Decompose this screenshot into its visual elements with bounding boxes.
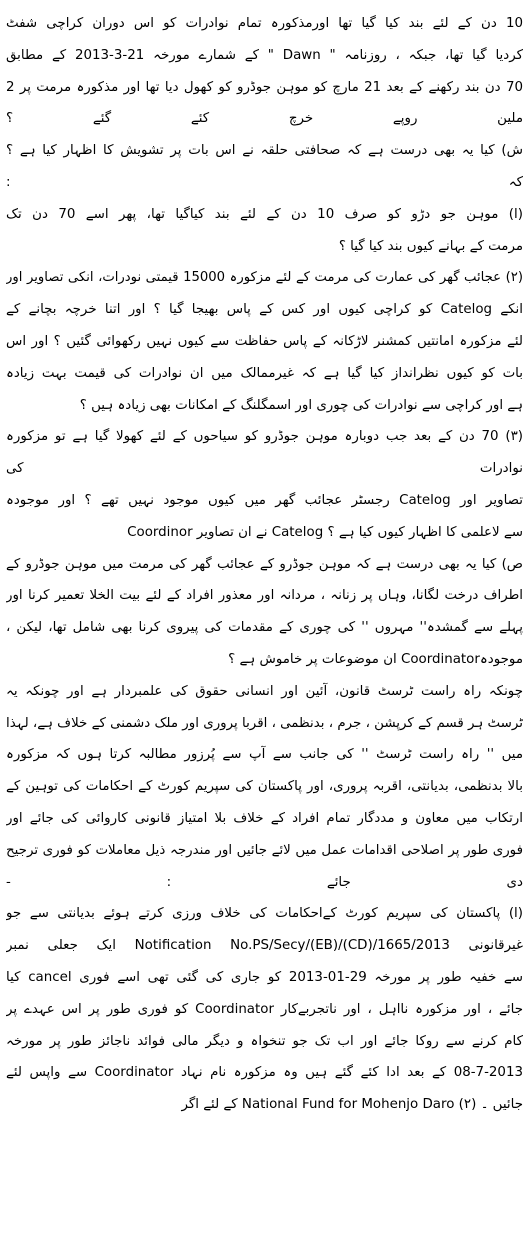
question-line: اطراف درخت لگانا، وہاں پر زنانہ ، مردانہ اور معذور افراد کے لئے بیت الخلا تعمیر کرنا اور: [6, 588, 523, 604]
demand-line: ٹرسٹ ہر قسم کے کرپشن ، جرم ، بدنظمی ، اقربا پروری اور ملک دشمنی کے خلاف ہے، لہذا: [6, 715, 523, 731]
demand-line: ارتکاب میں معاون و مددگار تمام افراد کے خلاف بلا امتیاز قانونی کاروائی کی جائے اور: [6, 810, 523, 826]
question-line: مرمت کے بہانے کیوں بند کیا گیا ؟: [338, 238, 523, 254]
question-line: ش) کیا یہ بھی درست ہے کہ صحافتی حلقہ نے اس بات پر تشویش کا اظہار کیا ہے ؟: [6, 143, 523, 159]
question-line: لئے مزکورہ امانتیں کمشنر لاڑکانہ کے پاس حفاظت سے کیوں نہیں رکھوائی گئیں ؟ اور اس: [6, 333, 523, 349]
question-line: (۳) 70 دن کے بعد جب دوبارہ موہن جوڈرو کو سیاحوں کے لئے کھولا گیا ہے تو مزکورہ: [6, 429, 523, 445]
demand-line: میں '' راہ راست ٹرسٹ '' کی جانب سے آپ سے پُرزور مطالبہ کرتا ہوں کہ مزکورہ: [6, 747, 523, 763]
paragraph-line: ملین روپے خرچ کئے گئے ؟: [6, 111, 523, 127]
question-line: بات کو کیوں نظرانداز کیا گیا ہے کہ غیرممالک میں ان نوادرات کی قیمت بہت زیادہ: [6, 365, 523, 381]
question-line: (ا) موہن جو دڑو کو صرف 10 دن کے لئے بند کیاگیا تھا، پھر اسے 70 دن تک: [6, 206, 523, 222]
question-line: نوادرات کی: [6, 461, 523, 477]
question-line: Coordinor نے ان تصاویر Catelog سے لاعلمی کا اظہار کیوں کیا ہے ؟: [127, 524, 523, 540]
question-line: ص) کیا یہ بھی درست ہے کہ موہن جوڈرو کے عجائب گھر کی مرمت میں موہن جوڈرو کے: [6, 556, 523, 572]
demand-line: بالا بدنظمی، بدیانتی، اقربہ پروری، اور پاکستان کی سپریم کورٹ کے احکامات کی توہین کے: [6, 779, 523, 795]
question-line: انکے Catelog کو کراچی کیوں اور کس کے پاس بھیجا گیا ؟ اور اتنا خرچہ بچانے کے: [6, 302, 523, 318]
demand-line: جائیں ۔ (۲) National Fund for Mohenjo Daro کے لئے اگر: [181, 1097, 523, 1113]
paragraph-line: 10 دن کے لئے بند کیا گیا تھا اورمذکورہ تمام نوادرات کو اس دوران کراچی شفٹ: [6, 16, 523, 31]
demand-line: سے خفیہ طور پر مورخہ 29-01-2013 کو جاری کی گئی تھی اسے فوری cancel کیا: [6, 969, 523, 985]
question-line: (۲) عجائب گھر کی عمارت کی مرمت کے لئے مزکورہ 15000 قیمتی نودرات، انکی تصاویر اور: [6, 270, 523, 286]
paragraph-line: کردیا گیا تھا، جبکہ ، روزنامہ " Dawn " کے شمارے مورخہ 21-3-2013 کے مطابق: [6, 47, 523, 63]
question-line: موجودہCoordinator ان موضوعات پر خاموش ہے ؟: [228, 651, 523, 667]
question-line: تصاویر اور Catelog رجسٹر عجائب گھر میں کیوں موجود نہیں تھے ؟ اور موجودہ: [6, 492, 523, 508]
paragraph-line: 70 دن بند رکھنے کے بعد 21 مارچ کو موہن جوڈرو کو کھول دیا تھا اور مذکورہ مرمت پر 2: [6, 79, 523, 95]
question-line: پہلے سے گمشدہ'' مہروں '' کی چوری کے مقدمات کی پیروی کرنا بھی شامل تھا، لیکن ،: [6, 620, 523, 636]
demand-line: غیرقانونی Notification No.PS/Secy/(EB)/(CD)/1665/2013 ایک جعلی نمبر: [6, 938, 523, 954]
demand-line: جائے ، اور مزکورہ نااہل ، اور ناتجربےکار Coordinator کو فوری طور پر اس عہدے پر: [6, 1001, 523, 1017]
demand-line: فوری طور پر اصلاحی اقدامات عمل میں لائے جائیں اور مندرجہ ذیل معاملات کو فوری ترجیح: [6, 842, 523, 858]
demand-line: 08-7-2013 کے بعد ادا کئے گئے ہیں وہ مزکورہ نام نہاد Coordinator سے واپس لئے: [6, 1065, 523, 1081]
demand-line: چونکہ راہ راست ٹرسٹ قانون، آئین اور انسانی حقوق کی علمبردار ہے اور چونکہ یہ: [6, 683, 523, 699]
question-line: ہے اور کراچی سے نوادرات کی چوری اور اسمگلنگ کے امکانات بھی زیادہ ہیں ؟: [79, 397, 523, 413]
question-line: کہ :: [6, 174, 523, 190]
demand-line: دی جائے : -: [6, 874, 523, 890]
demand-line: (ا) پاکستان کی سپریم کورٹ کےاحکامات کی خلاف ورزی کرتے ہوئے بدیانتی سے جو: [6, 906, 523, 922]
demand-line: کام کرنے سے روکا جائے اور اب تک جو تنخواہ و دیگر مالی فوائد ناجائز طور پر مورخہ: [6, 1033, 523, 1049]
